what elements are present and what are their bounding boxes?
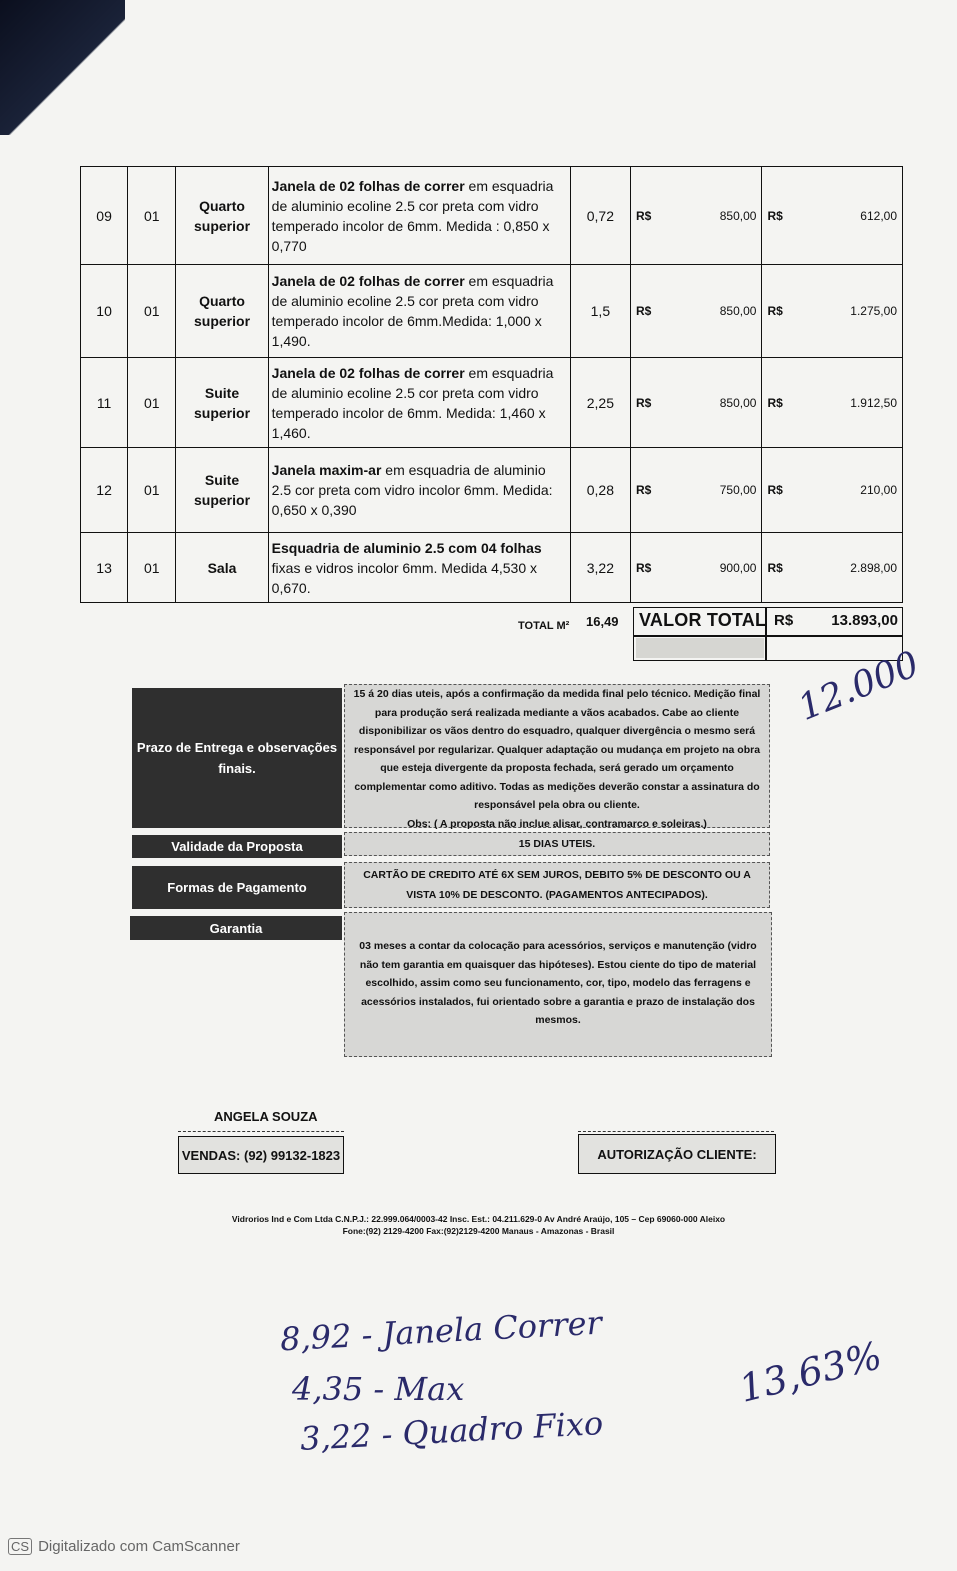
prazo-text: 15 á 20 dias uteis, após a confirmação da medida final pelo técnico. Medição final para produção será realizada mediante a vãos acabados. Cabe ao cliente disponibilizar os vãos dentro do esquadro, qualquer divergência o mesmo será responsável por regularizar. Qualquer adaptação ou mudança em projeto na obra que esteja divergente da proposta fechada, será gerado um orçamento complementar como aditivo. Todas as medições deverão constar a assinatura do responsável pela obra ou cliente. <box>353 688 761 811</box>
unit-currency: R$ <box>635 208 652 223</box>
item-quantity: 01 <box>128 358 176 448</box>
item-m2: 3,22 <box>570 533 630 603</box>
item-quantity: 01 <box>128 265 176 358</box>
item-number: 12 <box>81 448 128 533</box>
item-description <box>268 533 570 603</box>
item-m2: 2,25 <box>570 358 630 448</box>
unit-value: 850,00 <box>719 395 757 410</box>
item-location: Sala <box>176 533 268 603</box>
item-description <box>268 358 570 448</box>
garantia-label: Garantia <box>130 916 342 940</box>
item-location: Quarto superior <box>176 167 268 265</box>
unit-value: 850,00 <box>719 208 757 223</box>
seller-name: ANGELA SOUZA <box>214 1109 318 1124</box>
garantia-text: 03 meses a contar da colocação para acessórios, serviços e manutenção (vidro não tem garantia em quaisquer das hipóteses). Estou ciente do tipo de material escolhido, assim como seu funcionamento, cor, tipo, modelo das ferragens e acessórios instalados, fui orientado sobre a garantia e prazo de instalação dos mesmos. <box>344 912 772 1057</box>
item-number: 10 <box>81 265 128 358</box>
item-total-price <box>762 358 903 448</box>
valor-total-label: VALOR TOTAL <box>639 610 767 630</box>
valor-total-value: 13.893,00 <box>831 612 898 629</box>
item-description-text: fixas e vidros incolor 6mm. Medida 4,530 x 0,670. <box>271 559 538 596</box>
item-unit-price <box>630 448 761 533</box>
item-description-title: Janela de 02 folhas de correr <box>271 177 465 194</box>
item-quantity: 01 <box>128 167 176 265</box>
table-row <box>81 448 903 533</box>
client-authorization-box: AUTORIZAÇÃO CLIENTE: <box>578 1134 776 1174</box>
item-m2: 0,72 <box>570 167 630 265</box>
client-signature-line <box>578 1131 774 1132</box>
item-description-title: Janela maxim-ar <box>271 462 382 478</box>
table-row <box>81 167 903 265</box>
footer-line-2: Fone:(92) 2129-4200 Fax:(92)2129-4200 Manaus - Amazonas - Brasil <box>342 1226 615 1236</box>
item-location: Suite superior <box>176 358 268 448</box>
total-value: 1.275,00 <box>850 304 897 318</box>
item-m2: 1,5 <box>570 265 630 358</box>
item-number: 11 <box>81 358 128 448</box>
item-description-text: em esquadria de aluminio 2.5 cor preta com vidro incolor 6mm. Medida: 0,650 x 0,390 <box>271 462 553 518</box>
total-m2-label: TOTAL M² <box>518 620 570 632</box>
scan-corner-shadow <box>0 0 125 135</box>
item-total-price <box>762 448 903 533</box>
valor-total-currency: R$ <box>774 612 794 629</box>
item-description-text: em esquadria de aluminio ecoline 2.5 cor preta com vidro temperado incolor de 6mm. Medida : 0,850 x 0,770 <box>271 177 554 254</box>
pagamento-text: CARTÃO DE CREDITO ATÉ 6X SEM JUROS, DEBITO 5% DE DESCONTO OU A VISTA 10% DE DESCONTO. (PAGAMENTOS ANTECIPADOS). <box>344 862 770 908</box>
total-m2-value: 16,49 <box>586 614 619 629</box>
unit-value: 850,00 <box>719 304 757 318</box>
item-unit-price <box>630 265 761 358</box>
item-m2: 0,28 <box>570 448 630 533</box>
valor-total-box <box>633 607 903 661</box>
table-row <box>81 533 903 603</box>
items-table-body <box>81 167 903 603</box>
total-currency: R$ <box>767 208 783 223</box>
validade-label: Validade da Proposta <box>132 835 342 858</box>
item-description-text: em esquadria de aluminio ecoline 2.5 cor preta com vidro temperado incolor de 6mm. Medida: 1,460 x 1,460. <box>271 364 554 441</box>
unit-currency: R$ <box>635 304 652 318</box>
item-description <box>268 448 570 533</box>
total-currency: R$ <box>767 304 783 318</box>
item-unit-price <box>630 167 761 265</box>
pagamento-label: Formas de Pagamento <box>132 866 342 909</box>
item-total-price <box>762 265 903 358</box>
item-location: Suite superior <box>176 448 268 533</box>
table-row <box>81 358 903 448</box>
item-description-title: Esquadria de aluminio 2.5 com 04 folhas <box>271 539 542 556</box>
item-total-price <box>762 533 903 603</box>
item-description <box>268 265 570 358</box>
item-number: 09 <box>81 167 128 265</box>
item-quantity: 01 <box>128 533 176 603</box>
unit-currency: R$ <box>635 483 652 497</box>
item-description <box>268 167 570 265</box>
unit-currency: R$ <box>635 395 652 410</box>
total-currency: R$ <box>767 395 783 410</box>
item-location: Quarto superior <box>176 265 268 358</box>
table-row <box>81 265 903 358</box>
handwritten-line-3: 3,22 - Quadro Fixo <box>299 1404 605 1458</box>
item-description-text: em esquadria de aluminio ecoline 2.5 cor preta com vidro temperado incolor de 6mm.Medida: 1,000 x 1,490. <box>271 273 554 349</box>
unit-value: 900,00 <box>719 560 757 575</box>
total-currency: R$ <box>767 483 783 497</box>
item-total-price <box>762 167 903 265</box>
footer-line-1: Vidrorios Ind e Com Ltda C.N.P.J.: 22.999.064/0003-42 Insc. Est.: 04.211.629-0 Av André Araújo, 105 – Cep 69060-000 Aleixo <box>231 1214 726 1224</box>
total-value: 210,00 <box>860 483 897 497</box>
item-description-title: Janela de 02 folhas de correr <box>271 364 465 381</box>
seller-box: VENDAS: (92) 99132-1823 <box>178 1136 344 1174</box>
items-table <box>80 166 903 603</box>
prazo-label: Prazo de Entrega e observações finais. <box>132 688 342 828</box>
total-value: 1.912,50 <box>850 395 897 410</box>
item-number: 13 <box>81 533 128 603</box>
prazo-box <box>344 684 770 828</box>
total-currency: R$ <box>767 560 783 575</box>
total-value: 2.898,00 <box>850 560 897 575</box>
unit-value: 750,00 <box>719 483 757 497</box>
handwritten-total-note: 12.000 <box>792 643 925 729</box>
camscanner-logo-icon: CS <box>8 1538 32 1555</box>
camscanner-watermark <box>8 1538 240 1555</box>
item-description-title: Janela de 02 folhas de correr <box>271 273 465 289</box>
prazo-obs: Obs: ( A proposta não inclue alisar, contramarco e soleiras.) <box>407 817 707 830</box>
validade-text: 15 DIAS UTEIS. <box>344 832 770 856</box>
camscanner-text: Digitalizado com CamScanner <box>38 1538 240 1555</box>
item-unit-price <box>630 358 761 448</box>
seller-signature-line <box>178 1131 344 1132</box>
handwritten-line-1: 8,92 - Janela Correr <box>279 1303 603 1359</box>
handwritten-line-2: 4,35 - Max <box>292 1370 465 1408</box>
total-value: 612,00 <box>860 208 897 223</box>
handwritten-percent: 13,63% <box>734 1333 887 1411</box>
totals-section <box>500 607 905 663</box>
item-quantity: 01 <box>128 448 176 533</box>
item-unit-price <box>630 533 761 603</box>
unit-currency: R$ <box>635 560 652 575</box>
